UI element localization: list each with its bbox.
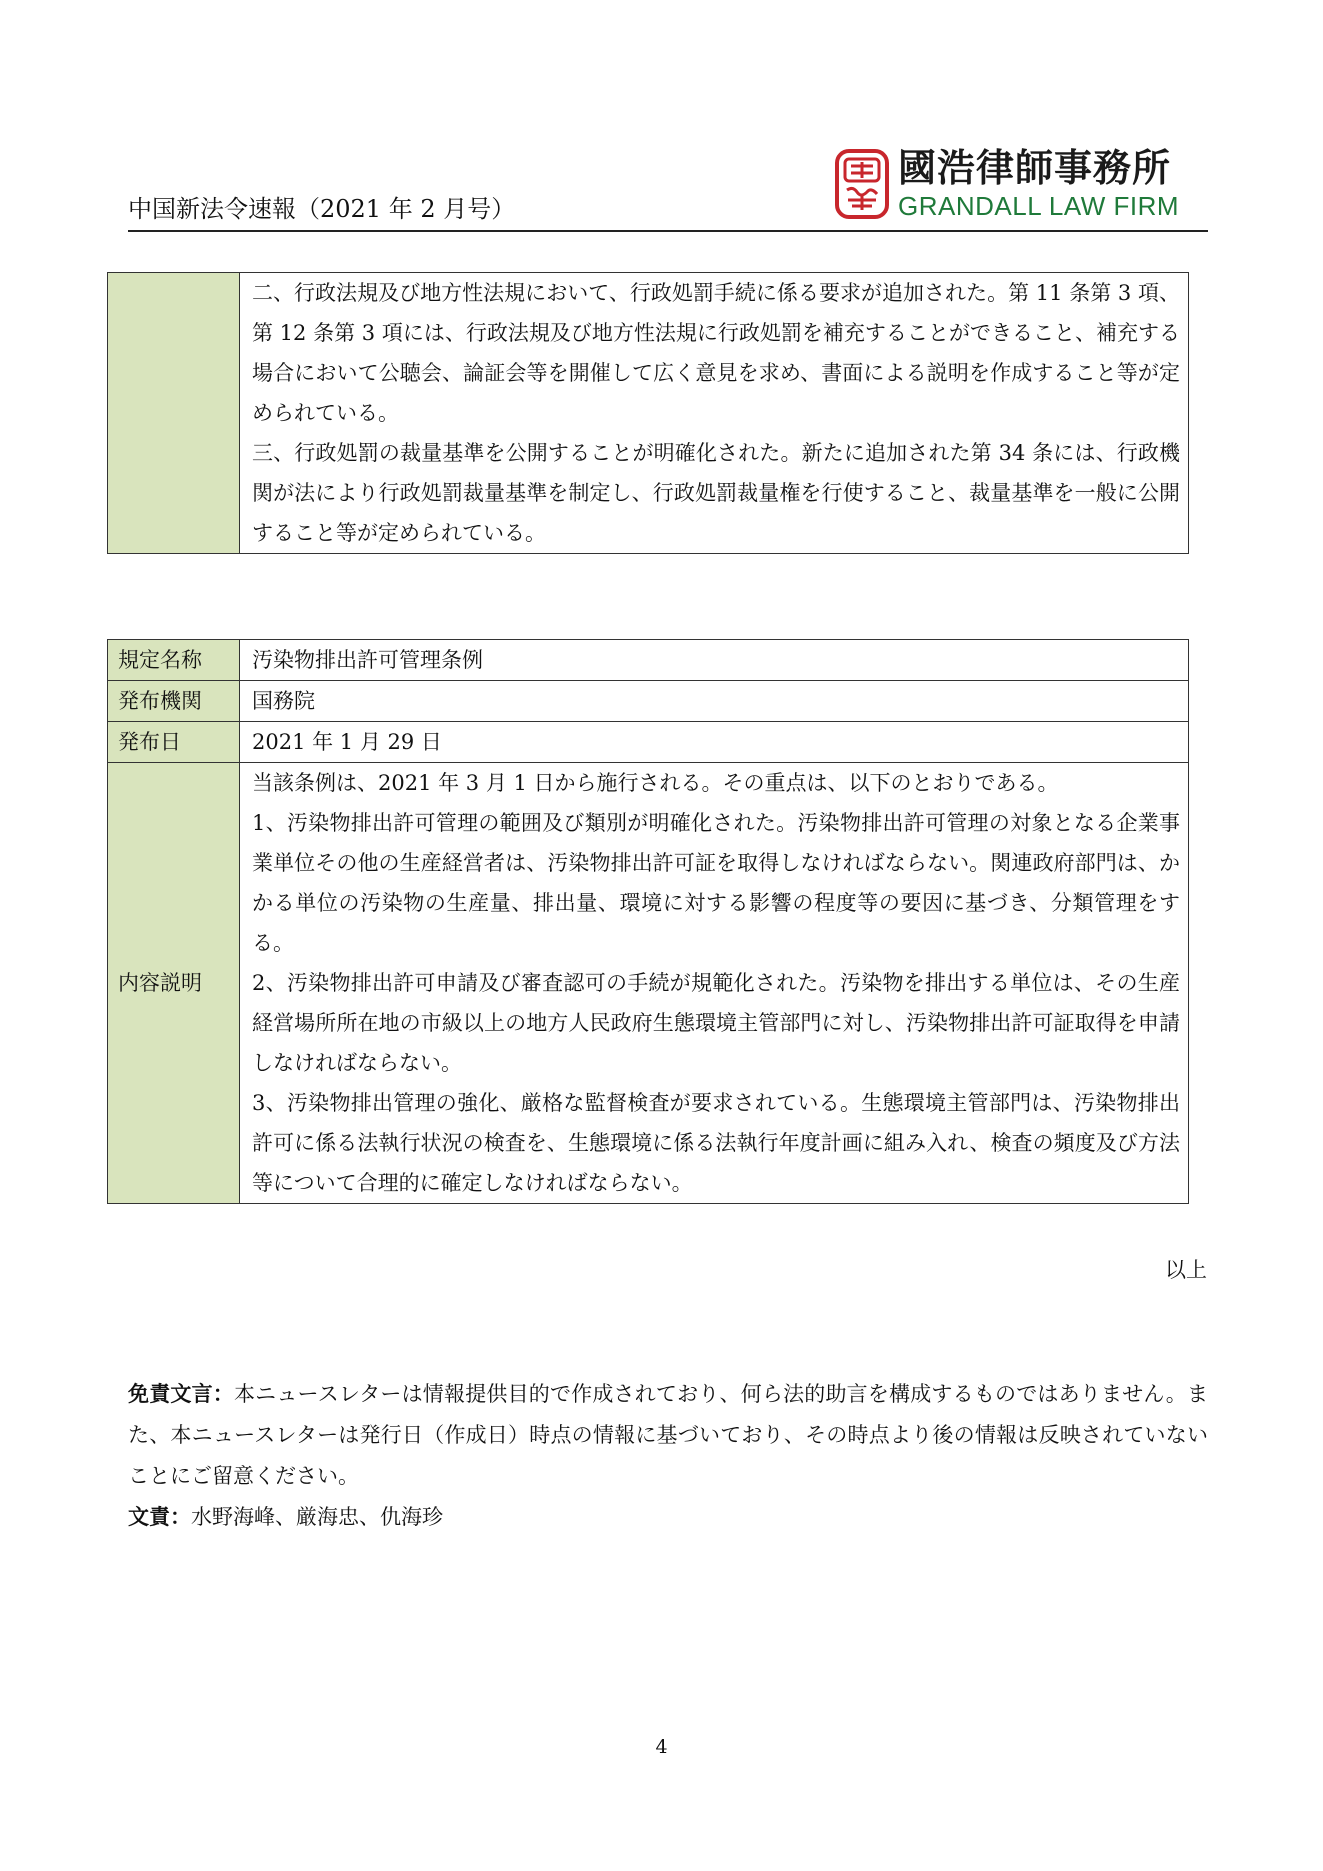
- continued-label-cell: [108, 273, 240, 554]
- table-row: [108, 722, 1189, 763]
- table-row: [108, 681, 1189, 722]
- content-paragraph: 当該条例は、2021 年 3 月 1 日から施行される。その重点は、以下のとおりである。: [252, 771, 1059, 795]
- authors-label: 文責：: [128, 1505, 191, 1529]
- table-row: [108, 763, 1189, 1204]
- content-paragraph: 2、汚染物排出許可申請及び審査認可の手続が規範化された。汚染物を排出する単位は、その生産経営場所所在地の市級以上の地方人民政府生態環境主管部門に対し、汚染物排出許可証取得を申請しなければならない。: [252, 971, 1180, 1075]
- table-row: [108, 640, 1189, 681]
- continued-law-table: [107, 272, 1189, 554]
- content-label: 内容説明: [108, 763, 240, 1204]
- page-number: 4: [655, 1736, 668, 1758]
- disclaimer-label: 免責文言：: [128, 1382, 234, 1406]
- firm-name-chinese: 國浩律師事務所: [898, 146, 1172, 190]
- firm-seal-icon: [834, 148, 890, 220]
- firm-logo: [834, 146, 1194, 224]
- newsletter-title: 中国新法令速報（2021 年 2 月号）: [128, 195, 516, 223]
- date-label: 発布日: [108, 722, 240, 763]
- content-description: [240, 763, 1189, 1204]
- closing-mark: 以上: [1165, 1258, 1207, 1282]
- continued-content-cell: [240, 273, 1189, 554]
- authors-names: 水野海峰、厳海忠、仇海珍: [191, 1505, 443, 1529]
- content-paragraph: 1、汚染物排出許可管理の範囲及び類別が明確化された。汚染物排出許可管理の対象となる企業事業単位その他の生産経営者は、汚染物排出許可証を取得しなければならない。関連政府部門は、かかる単位の汚染物の生産量、排出量、環境に対する影響の程度等の要因に基づき、分類管理をする。: [252, 811, 1180, 955]
- disclaimer-section: [128, 1374, 1208, 1538]
- content-paragraph: 二、行政法規及び地方性法規において、行政処罰手続に係る要求が追加された。第 11 条第 3 項、第 12 条第 3 項には、行政法規及び地方性法規に行政処罰を補充することができること、補充する場合において公聴会、論証会等を開催して広く意見を求め、書面による説明を作成すること等が定められている。: [252, 281, 1180, 425]
- page-header: [128, 146, 1208, 232]
- disclaimer-text: 本ニュースレターは情報提供目的で作成されており、何ら法的助言を構成するものではありません。また、本ニュースレターは発行日（作成日）時点の情報に基づいており、その時点より後の情報は反映されていないことにご留意ください。: [128, 1382, 1208, 1488]
- regulation-name-value: 汚染物排出許可管理条例: [240, 640, 1189, 681]
- disclaimer-paragraph: [128, 1374, 1208, 1497]
- authors-line: [128, 1497, 1208, 1538]
- table-row: [108, 273, 1189, 554]
- issuer-label: 発布機関: [108, 681, 240, 722]
- content-paragraph: 3、汚染物排出管理の強化、厳格な監督検査が要求されている。生態環境主管部門は、汚染物排出許可に係る法執行状況の検査を、生態環境に係る法執行年度計画に組み入れ、検査の頻度及び方法等について合理的に確定しなければならない。: [252, 1091, 1180, 1195]
- firm-name-english: GRANDALL LAW FIRM: [898, 191, 1180, 221]
- regulation-table: [107, 639, 1189, 1204]
- issuer-value: 国務院: [240, 681, 1189, 722]
- regulation-name-label: 規定名称: [108, 640, 240, 681]
- date-value: 2021 年 1 月 29 日: [240, 722, 1189, 763]
- content-paragraph: 三、行政処罰の裁量基準を公開することが明確化された。新たに追加された第 34 条には、行政機関が法により行政処罰裁量基準を制定し、行政処罰裁量権を行使すること、裁量基準を一般に公開すること等が定められている。: [252, 441, 1180, 545]
